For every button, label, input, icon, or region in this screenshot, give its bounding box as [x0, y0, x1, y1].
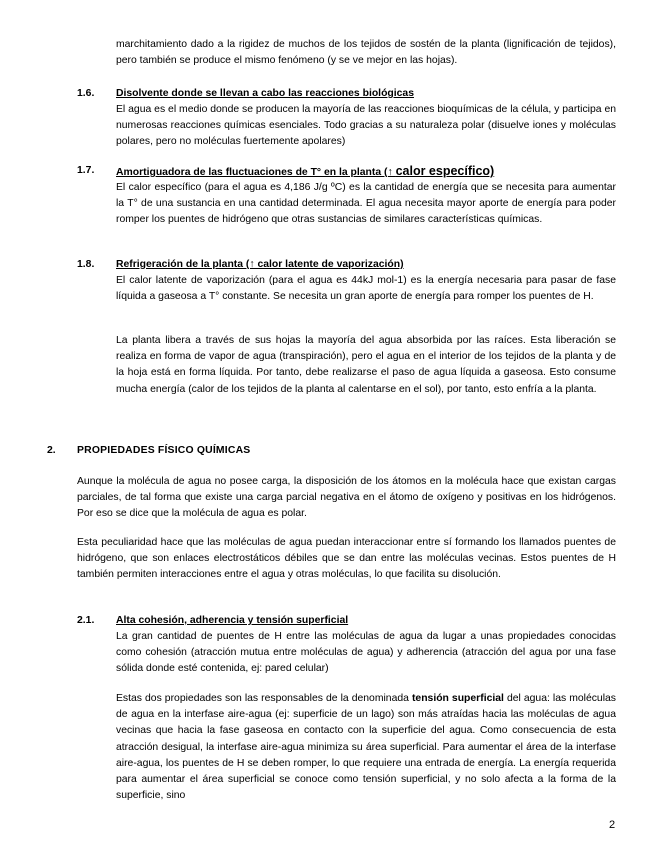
section-number-1-7: 1.7. — [77, 165, 95, 176]
section-number-1-6: 1.6. — [77, 88, 95, 99]
section-heading-1-7 — [116, 163, 494, 181]
section-heading-1-8: Refrigeración de la planta (↑ calor latente de vaporización) — [116, 259, 404, 270]
section-1-8-paragraph-2: La planta libera a través de sus hojas la mayoría del agua absorbida por las raíces. Esta liberación se realiza en forma de vapor de agua (transpiración), pero el agua en el interior de los tejidos de la planta y de la hoja está en forma líquida. Por tanto, debe realizarse el paso de agua líquida a gaseosa. Esto consume mucha energía (calor de los tejidos de la planta al calentarse en el sol), por tanto, esto enfría a la planta. — [116, 335, 616, 395]
continuation-paragraph: marchitamiento dado a la rigidez de muchos de los tejidos de sostén de la planta (lignificación de tejidos), pero también se produce el mismo fenómeno (y se ve mejor en las hojas). — [116, 39, 616, 67]
section-number-2-1: 2.1. — [77, 615, 95, 626]
paragraph-text-end: del agua: las moléculas de agua en la interfase aire-agua (ej: superficie de un lago) son más atraídas hacia las moléculas de agua vecinas que hacia la fase gaseosa en contacto con la superficie del agua. Como consecuencia de esta atracción desigual, la interfase aire-agua minimiza su área superficial. Para aumentar el área de la interfase aire-agua, los puentes de H se deben romper, lo que requiere una entrada de energía. La energía requerida para aumentar el área superficial se conoce como tensión superficial, y no solo afecta a la forma de la superficie, sino — [116, 693, 616, 802]
section-heading-2-1: Alta cohesión, adherencia y tensión superficial — [116, 615, 349, 626]
section-heading-2: PROPIEDADES FÍSICO QUÍMICAS — [77, 445, 251, 456]
section-2-1-paragraph-1: La gran cantidad de puentes de H entre las moléculas de agua da lugar a unas propiedades conocidas como cohesión (atracción mutua entre moléculas de agua) y adherencia (atracción del agua por una fase sólida donde esté contenida, ej: pared celular) — [116, 631, 616, 675]
section-1-6-paragraph: El agua es el medio donde se producen la mayoría de las reacciones bioquímicas de la célula, y participa en numerosas reacciones químicas esenciales. Todo gracias a su naturaleza polar (disuelve iones y moléculas polares, pero no moléculas fuertemente apolares) — [116, 104, 616, 148]
section-heading-1-6: Disolvente donde se llevan a cabo las reacciones biológicas — [116, 88, 414, 99]
section-heading-1-7-main: Amortiguadora de las fluctuaciones de T° en la planta (↑ — [116, 167, 396, 178]
section-2-paragraph-2: Esta peculiaridad hace que las moléculas de agua puedan interaccionar entre sí formando los llamados puentes de hidrógeno, que son enlaces electrostáticos débiles que se dan entre las moléculas vecinas. Estos puentes de H también permiten interacciones entre el agua y otras moléculas, lo que facilita su disolución. — [77, 537, 616, 581]
bold-term-tension-superficial: tensión superficial — [411, 693, 504, 704]
section-number-2: 2. — [47, 445, 56, 456]
page-number: 2 — [609, 819, 616, 831]
paragraph-text-start: Estas dos propiedades son las responsables de la denominada — [116, 693, 412, 704]
section-1-8-paragraph-1: El calor latente de vaporización (para el agua es 44kJ mol-1) es la energía necesaria para pasar de fase líquida a gaseosa a T° constante. Se necesita un gran aporte de energía para romper los puentes de H. — [116, 275, 616, 303]
section-2-1-paragraph-2 — [116, 691, 616, 804]
section-2-paragraph-1: Aunque la molécula de agua no posee carga, la disposición de los átomos en la molécula hace que existan cargas parciales, de tal forma que existe una carga parcial negativa en el átomo de oxígeno y positivas en los hidrógenos. Por eso se dice que la molécula de agua es polar. — [77, 476, 616, 520]
section-number-1-8: 1.8. — [77, 259, 95, 270]
section-1-7-paragraph: El calor específico (para el agua es 4,186 J/g ºC) es la cantidad de energía que se necesita para aumentar la T° de una sustancia en una cantidad determinada. El agua necesita mayor aporte de energía para poder romper los puentes de hidrógeno que otras sustancias de similares características químicas. — [116, 182, 616, 226]
section-heading-1-7-emphasis: calor específico) — [395, 164, 495, 178]
